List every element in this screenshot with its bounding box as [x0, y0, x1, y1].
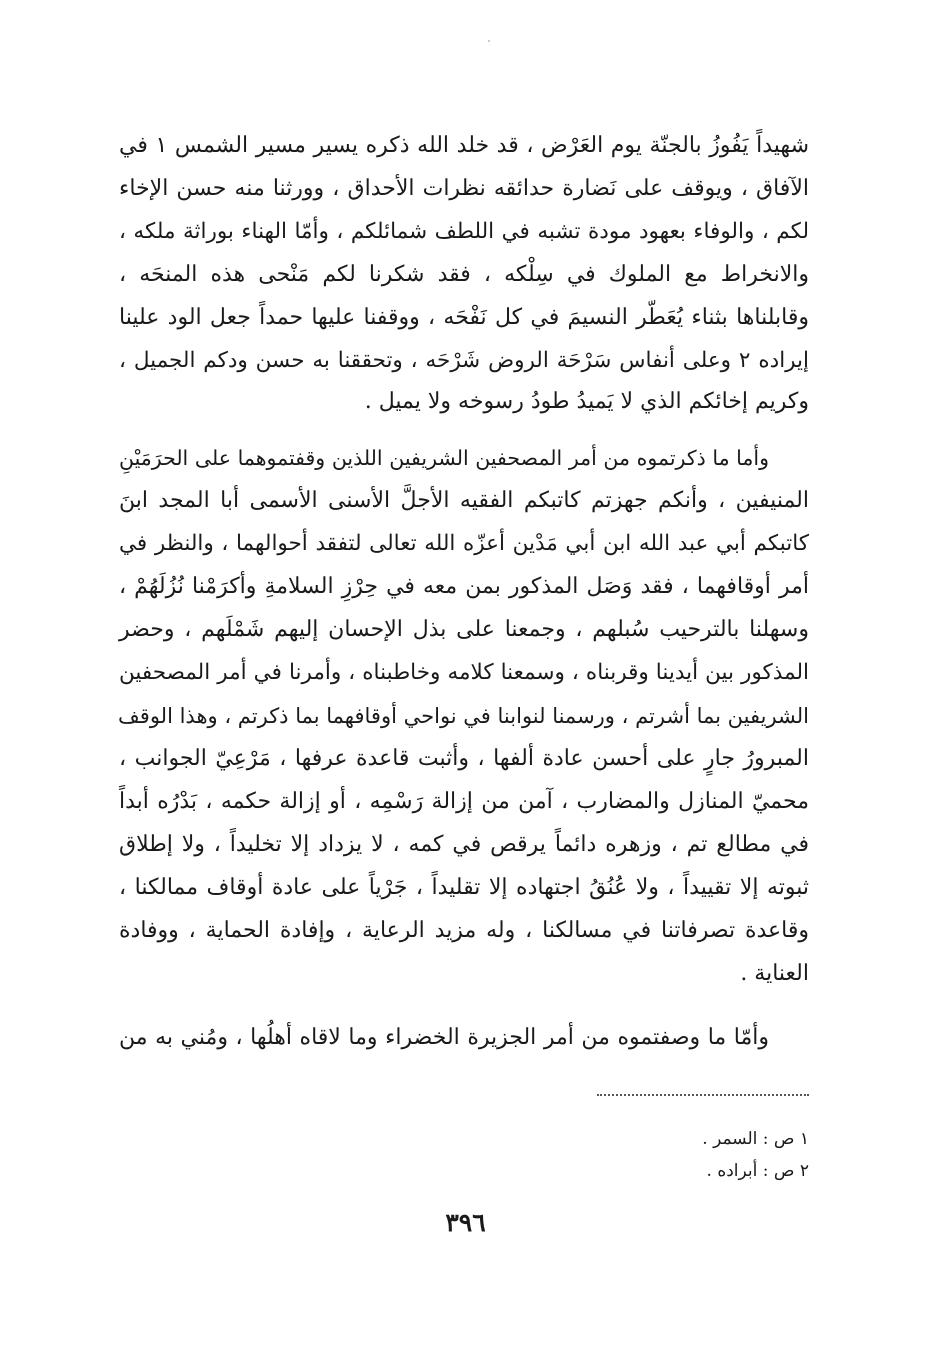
- body-line-21: وأمّا ما وصفتموه من أمر الجزيرة الخضراء وما لاقاه أهلُها ، ومُني به من: [119, 1025, 769, 1050]
- body-line-1: شهيداً يَفُوزُ بالجنّة يوم العَرْض ، قد خلد الله ذكره يسير مسير الشمس ١ في: [119, 133, 809, 158]
- body-line-20: العناية .: [740, 961, 809, 986]
- body-line-16: محميّ المنازل والمضارب ، آمن من إزالة رَسْمِه ، أو إزالة حكمه ، بَدْرُه أبداً: [119, 789, 809, 814]
- body-line-19: وقاعدة تصرفاتنا في مسالكنا ، وله مزيد الرعاية ، وإفادة الحماية ، ووفادة: [119, 918, 809, 943]
- body-line-15: المبرورُ جارٍ على أحسن عادة ألفها ، وأثبت قاعدة عرفها ، مَرْعِيّ الجوانب ،: [119, 746, 809, 771]
- body-line-13: المذكور بين أيدينا وقربناه ، وسمعنا كلامه وخاطبناه ، وأمرنا في أمر المصحفين: [119, 660, 809, 685]
- body-line-4: والانخراط مع الملوك في سِلْكه ، فقد شكرنا لكم مَنْحى هذه المنحَه ،: [119, 262, 809, 287]
- body-line-14: الشريفين بما أشرتم ، ورسمنا لنوابنا في نواحي أوقافهما بما ذكرتم ، وهذا الوقف: [118, 704, 809, 728]
- body-line-8: وأما ما ذكرتموه من أمر المصحفين الشريفين اللذين وقفتموهما على الحرَمَيْنِ: [119, 446, 769, 470]
- body-line-9: المنيفين ، وأنكم جهزتم كاتبكم الفقيه الأجلَّ الأسنى الأسمى أبا المجد ابنَ: [119, 488, 809, 513]
- page-number: ٣٩٦: [445, 1208, 486, 1237]
- body-line-3: لكم ، والوفاء بعهود مودة تشبه في اللطف شمائلكم ، وأمّا الهناء بوراثة ملكه ،: [119, 219, 809, 244]
- body-line-12: وسهلنا بالترحيب سُبلهم ، وجمعنا على بذل الإحسان إليهم شَمْلَهم ، وحضر: [119, 617, 809, 642]
- footnote-1: ١ ص : السمر .: [702, 1129, 809, 1149]
- body-line-11: أمر أوقافهما ، فقد وَصَل المذكور بمن معه في حِرْزِ السلامةِ وأكرَمْنا نُزُلَهُمْ ،: [119, 574, 809, 599]
- body-line-2: الآفاق ، ويوقف على نَضارة حدائقه نظرات الأحداق ، وورثنا منه حسن الإخاء: [119, 176, 809, 201]
- footnote-separator: [597, 1094, 809, 1096]
- body-line-5: وقابلناها بثناء يُعَطّر النسيمَ في كل نَفْحَه ، ووقفنا عليها حمداً جعل الود علينا: [119, 305, 809, 330]
- body-line-7: وكريم إخائكم الذي لا يَميدُ طودُ رسوخه ولا يميل .: [364, 389, 809, 414]
- body-line-17: في مطالع تم ، وزهره دائماً يرقص في كمه ، لا يزداد إلا تخليداً ، ولا إطلاق: [119, 832, 809, 857]
- footnote-2: ٢ ص : أبراده .: [706, 1161, 809, 1181]
- body-line-18: ثبوته إلا تقييداً ، ولا عُنُقُ اجتهاده إلا تقليداً ، جَرْياً على عادة أوقاف ممالكنا ،: [119, 875, 809, 900]
- scan-speck: [488, 40, 490, 42]
- body-line-10: كاتبكم أبي عبد الله ابن أبي مَدْين أعزّه الله تعالى لتفقد أحوالهما ، والنظر في: [119, 531, 809, 556]
- body-line-6: إيراده ٢ وعلى أنفاس سَرْحَة الروض شَرْحَه ، وتحققنا به حسن ودكم الجميل ،: [119, 348, 809, 373]
